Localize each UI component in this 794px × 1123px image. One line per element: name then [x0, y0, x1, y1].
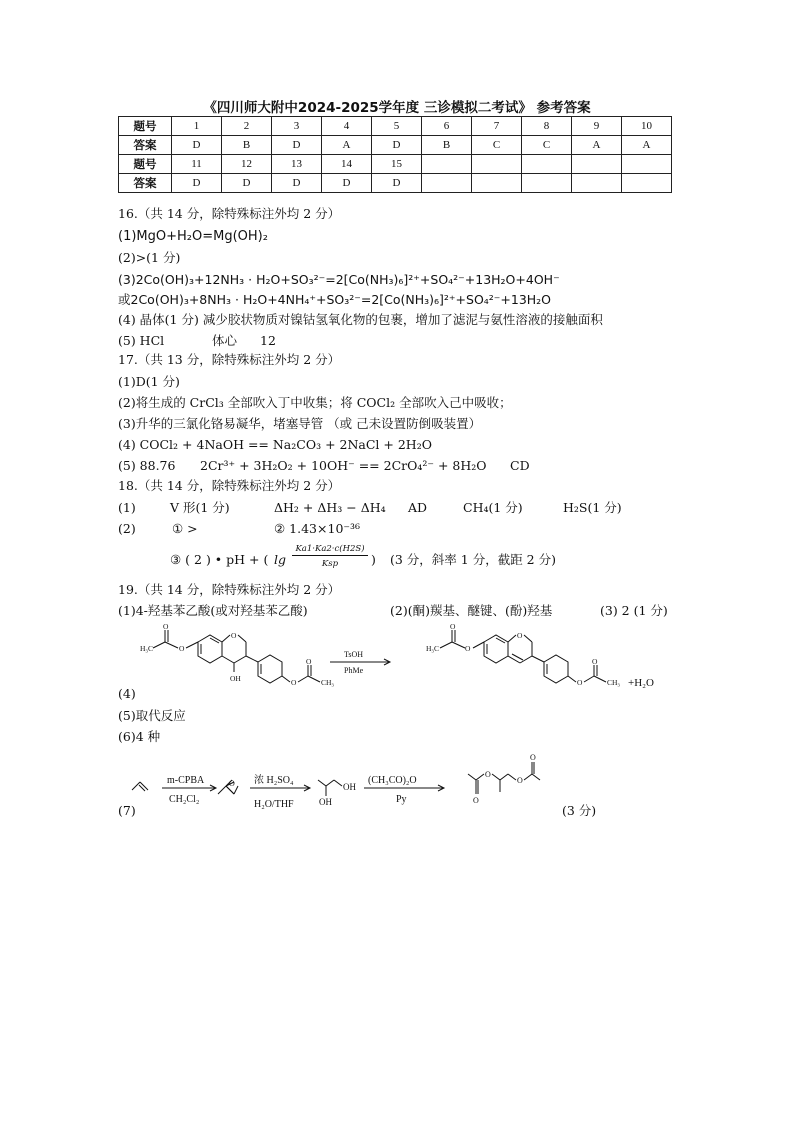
q18-fraction-denominator: Ksp [321, 559, 339, 569]
rxn7-o-label-4: O [530, 753, 536, 762]
q19-answer-6: (6)4 种 [118, 729, 161, 744]
table-cell: D [372, 136, 422, 155]
rxn4-o-label-7: O [465, 644, 471, 653]
q18-answer-1 [118, 500, 622, 516]
q18-answer-3-close: ) [371, 552, 376, 567]
q19-answer-3: (3) 2 (1 分) [600, 603, 668, 618]
table-cell: 6 [422, 117, 472, 136]
table-cell: 9 [572, 117, 622, 136]
table-number-row [119, 117, 672, 136]
rxn4-o-label-3: O [231, 631, 237, 640]
rxn7-step3-bottom: Py [396, 794, 407, 805]
q16-answer-3: (3)2Co(OH)₃+12NH₃ · H₂O+SO₃²⁻=2[Co(NH₃)₆]²⁺+SO₄²⁻+13H₂O+4OH⁻ [118, 272, 560, 287]
rxn7-oh-label-2: OH [343, 782, 356, 792]
rxn4-o-label-2: O [179, 644, 185, 653]
q18-answer-1-e: CH₄(1 分) [463, 500, 523, 515]
rxn4-o-label-8: O [517, 631, 523, 640]
rxn4-o-label-5: O [306, 657, 312, 666]
table-row-header: 答案 [119, 174, 172, 193]
table-cell: 1 [172, 117, 222, 136]
q19-answer-7: (7) [118, 803, 136, 818]
table-cell [422, 155, 472, 174]
q16-heading: 16.（共 14 分，除特殊标注外均 2 分） [118, 206, 341, 221]
q19-heading: 19.（共 14 分，除特殊标注外均 2 分） [118, 582, 341, 597]
q19-synthesis-route-7 [118, 750, 618, 825]
table-cell [522, 155, 572, 174]
rxn4-oh-label: OH [230, 674, 241, 683]
table-cell: 4 [322, 117, 372, 136]
table-cell: 3 [272, 117, 322, 136]
rxn4-o-label-10: O [592, 657, 598, 666]
q18-answer-1-c: ΔH₂ + ΔH₃ − ΔH₄ [274, 500, 386, 515]
q19-answer-1 [118, 603, 668, 619]
table-cell: A [622, 136, 672, 155]
q18-answer-2-c: ② 1.43×10⁻³⁶ [274, 521, 361, 536]
q18-answer-1-f: H₂S(1 分) [563, 500, 622, 515]
table-row-header: 题号 [119, 117, 172, 136]
table-answer-row [119, 174, 672, 193]
q17-answer-5 [118, 458, 530, 474]
q18-answer-2-a: (2) [118, 521, 136, 536]
rxn7-o-label-2: O [485, 770, 491, 779]
table-cell [622, 174, 672, 193]
table-cell: 5 [372, 117, 422, 136]
q18-fraction-numerator: Ka1·Ka2·c(H2S) [292, 543, 368, 556]
rxn7-step2-top: 浓 H₂SO₄ [254, 775, 294, 786]
q17-heading: 17.（共 13 分，除特殊标注外均 2 分） [118, 352, 341, 367]
q16-answer-5-b: 体心 [212, 333, 238, 348]
table-cell: D [172, 174, 222, 193]
q18-heading: 18.（共 14 分，除特殊标注外均 2 分） [118, 478, 341, 493]
q17-answer-2: (2)将生成的 CrCl₃ 全部吹入丁中收集；将 COCl₂ 全部吹入己中吸收； [118, 395, 512, 410]
table-cell: 15 [372, 155, 422, 174]
q19-reaction-4 [118, 620, 678, 700]
q19-answer-4: (4) [118, 686, 136, 701]
rxn4-product-tail: +H₂O [628, 677, 654, 689]
table-cell: 13 [272, 155, 322, 174]
q16-answer-5-a: (5) HCl [118, 333, 165, 348]
q19-answer-7-score: (3 分) [562, 803, 597, 818]
table-cell [422, 174, 472, 193]
table-cell: 11 [172, 155, 222, 174]
rxn4-h3c-label: H₃C [140, 644, 154, 653]
table-cell [472, 155, 522, 174]
rxn7-epoxide-o: O [229, 779, 235, 788]
q17-answer-4: (4) COCl₂ + 4NaOH == Na₂CO₃ + 2NaCl + 2H₂O [118, 437, 432, 452]
q18-answer-1-b: V 形(1 分) [170, 500, 230, 515]
table-cell: D [322, 174, 372, 193]
q18-answer-2-b: ① > [172, 521, 198, 536]
page-title: 《四川师大附中2024-2025学年度 三诊模拟二考试》 参考答案 [203, 100, 591, 116]
table-cell: D [272, 174, 322, 193]
table-cell: C [472, 136, 522, 155]
rxn4-ch3-label: CH₃ [321, 678, 335, 687]
q19-answer-2: (2)(酮)羰基、醚键、(酚)羟基 [390, 603, 553, 618]
table-cell: D [172, 136, 222, 155]
table-row-header: 答案 [119, 136, 172, 155]
q17-answer-1: (1)D(1 分) [118, 374, 180, 389]
q17-answer-5-a: (5) 88.76 [118, 458, 176, 473]
q18-answer-1-d: AD [408, 500, 428, 515]
rxn4-o-label-6: O [450, 622, 456, 631]
table-cell: 8 [522, 117, 572, 136]
q18-answer-3-note: (3 分，斜率 1 分，截距 2 分) [390, 552, 556, 567]
q18-answer-2 [118, 521, 361, 537]
table-answer-row [119, 136, 672, 155]
q18-answer-1-a: (1) [118, 500, 136, 515]
rxn4-h3c-label-product: H₃C [426, 644, 440, 653]
q19-answer-1-a: (1)4-羟基苯乙酸(或对羟基苯乙酸) [118, 603, 308, 618]
q16-answer-4: (4) 晶体(1 分) 减少胶状物质对镍钴氢氧化物的包裹，增加了滤泥与氨性溶液的接触面积 [118, 312, 603, 327]
rxn4-o-label-9: O [577, 678, 583, 687]
answer-table [118, 116, 672, 193]
q18-answer-3-a: ③ ( 2 ) • pH + ( [170, 552, 269, 567]
table-cell: 7 [472, 117, 522, 136]
q16-answer-5 [118, 333, 276, 349]
table-cell: 2 [222, 117, 272, 136]
rxn7-step2-bottom: H₂O/THF [254, 799, 294, 810]
q16-answer-1: (1)MgO+H₂O=Mg(OH)₂ [118, 229, 268, 244]
q18-lg: lg [274, 552, 286, 567]
table-cell [572, 155, 622, 174]
q17-answer-5-b: 2Cr³⁺ + 3H₂O₂ + 10OH⁻ == 2CrO₄²⁻ + 8H₂O [200, 458, 487, 473]
table-cell [622, 155, 672, 174]
table-cell: D [372, 174, 422, 193]
table-cell [522, 174, 572, 193]
table-cell: 10 [622, 117, 672, 136]
rxn4-ch3-label-b: CH₃ [607, 678, 621, 687]
rxn7-o-label-1: O [473, 796, 479, 805]
table-cell: C [522, 136, 572, 155]
q17-answer-3: (3)升华的三氯化铬易凝华，堵塞导管 （或 己未设置防倒吸装置） [118, 416, 482, 431]
table-cell: A [572, 136, 622, 155]
table-cell: 12 [222, 155, 272, 174]
table-cell [472, 174, 522, 193]
rxn4-o-label-1: O [163, 622, 169, 631]
q19-answer-5: (5)取代反应 [118, 708, 186, 723]
rxn7-o-label-3: O [517, 776, 523, 785]
rxn7-step1-bottom: CH₂Cl₂ [169, 794, 200, 805]
table-cell: B [222, 136, 272, 155]
table-cell: A [322, 136, 372, 155]
rxn7-step1-top: m-CPBA [167, 775, 205, 786]
table-row-header: 题号 [119, 155, 172, 174]
table-number-row [119, 155, 672, 174]
table-cell [572, 174, 622, 193]
q16-answer-3-alt: 或2Co(OH)₃+8NH₃ · H₂O+4NH₄⁺+SO₃²⁻=2[Co(NH₃)₆]²⁺+SO₄²⁻+13H₂O [118, 292, 552, 307]
rxn7-step3-top: (CH₃CO)₂O [368, 775, 417, 786]
table-cell: B [422, 136, 472, 155]
rxn4-reagent-top: TsOH [344, 650, 363, 659]
q16-answer-2: (2)>(1 分) [118, 250, 181, 265]
rxn4-o-label-4: O [291, 678, 297, 687]
q16-answer-5-c: 12 [260, 333, 276, 348]
table-cell: D [272, 136, 322, 155]
rxn7-oh-label-1: OH [319, 797, 332, 807]
table-cell: D [222, 174, 272, 193]
table-cell: 14 [322, 155, 372, 174]
q17-answer-5-c: CD [510, 458, 530, 473]
rxn4-reagent-bottom: PhMe [344, 666, 364, 675]
